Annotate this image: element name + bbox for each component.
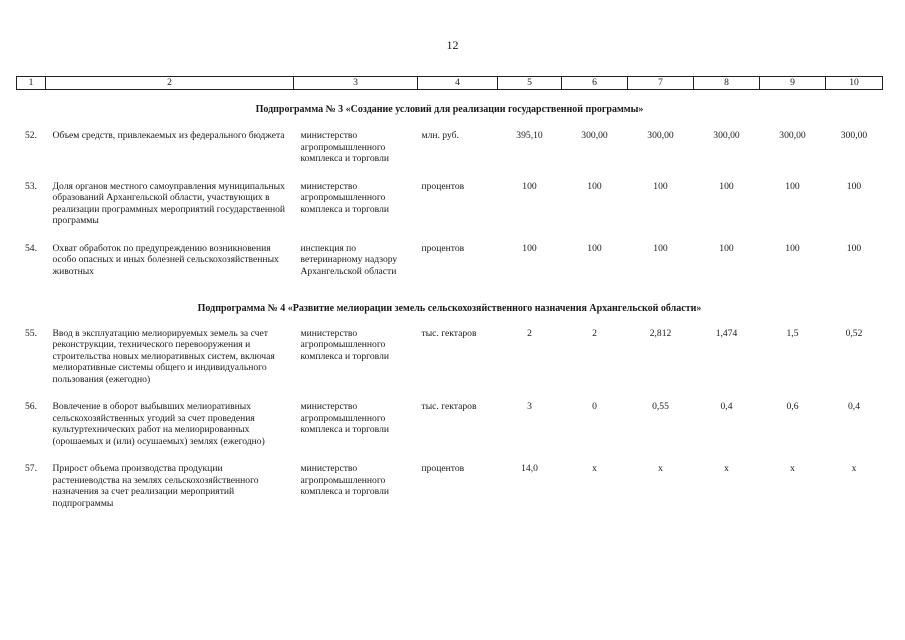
value-cell: 300,00: [779, 130, 806, 141]
header-cell: 10: [826, 77, 883, 90]
unit: процентов: [421, 242, 465, 254]
row-number: 53.: [25, 180, 37, 192]
value-cell: х: [851, 463, 857, 474]
value-cell: 100: [719, 242, 734, 254]
row-number: 52.: [25, 130, 37, 141]
value-cell: 100: [846, 242, 862, 254]
indicator-name: Вовлечение в оборот выбывших мелиоративных сельскохозяйственных угодий за счет проведения культуртехнических работ на мелиорированных (орошаемых и (или) осушаемых) землях (ежегодно): [52, 401, 265, 447]
header-cell: 5: [498, 77, 562, 90]
unit: тыс. гектаров: [421, 327, 477, 339]
value-cell: 100: [846, 180, 862, 192]
value-cell: 100: [587, 180, 602, 192]
value-cell: 0,55: [652, 401, 669, 412]
value-cell: х: [724, 463, 729, 474]
header-cell: 9: [760, 77, 826, 90]
value-cell: 100: [522, 242, 537, 254]
header-cell: 7: [628, 77, 694, 90]
value-cell: 100: [653, 242, 668, 254]
unit: процентов: [421, 463, 465, 474]
value-cell: 1,474: [715, 327, 738, 339]
value-cell: 0,52: [845, 327, 863, 339]
responsible-body: министерство агропромышленного комплекса и торговли: [300, 130, 390, 164]
column-number-header: [17, 77, 883, 90]
value-cell: 0,6: [786, 401, 799, 412]
value-cell: 100: [719, 180, 734, 192]
value-cell: 3: [527, 401, 532, 412]
unit: процентов: [421, 180, 465, 192]
header-cell: 4: [418, 77, 498, 90]
value-cell: 2: [527, 327, 532, 339]
table-row: [17, 128, 883, 179]
unit: млн. руб.: [421, 130, 459, 141]
subprogram-heading: [17, 89, 883, 128]
table-row: [17, 461, 883, 523]
value-cell: 2,812: [649, 327, 672, 339]
value-cell: 0: [592, 401, 597, 412]
table-row: [17, 326, 883, 400]
header-cell: 2: [46, 77, 294, 90]
value-cell: х: [658, 463, 663, 474]
responsible-body: министерство агропромышленного комплекса и торговли: [300, 401, 390, 435]
row-number: 56.: [25, 401, 37, 412]
indicator-name: Прирост объема производства продукции растениеводства на землях сельскохозяйственного назначения за счет реализации мероприятий подпрограммы: [52, 463, 259, 509]
value-cell: 100: [587, 242, 602, 254]
indicator-name: Ввод в эксплуатацию мелиорируемых земель за счет реконструкции, технического перевооружения и строительства новых мелиоративных систем, включая мелиоративные системы общего и индивидуального пользования (ежегодно): [52, 327, 275, 385]
subprogram-heading: [17, 291, 883, 326]
header-cell: 3: [294, 77, 418, 90]
value-cell: 300,00: [581, 130, 608, 141]
value-cell: 0,4: [720, 401, 733, 412]
table-row: [17, 399, 883, 461]
value-cell: 100: [522, 180, 537, 192]
table-row: [17, 241, 883, 292]
value-cell: 300,00: [713, 130, 740, 141]
value-cell: 300,00: [840, 130, 868, 141]
value-cell: х: [790, 463, 795, 474]
unit: тыс. гектаров: [421, 401, 477, 412]
page-number: 12: [446, 38, 459, 52]
subprogram-title: Подпрограмма № 4 «Развитие мелиорации земель сельскохозяйственного назначения Архангельской области»: [197, 303, 702, 314]
indicators-table: [16, 76, 883, 523]
row-number: 54.: [25, 242, 37, 254]
value-cell: 14,0: [521, 463, 538, 474]
responsible-body: министерство агропромышленного комплекса и торговли: [300, 463, 390, 497]
header-cell: 6: [562, 77, 628, 90]
header-cell: 1: [17, 77, 46, 90]
value-cell: 100: [785, 180, 800, 192]
indicator-name: Доля органов местного самоуправления муниципальных образований Архангельской области, участвующих в реализации программных мероприятий государственной программы: [52, 180, 286, 226]
indicator-name: Объем средств, привлекаемых из федерального бюджета: [52, 130, 285, 141]
value-cell: 0,4: [848, 401, 860, 412]
responsible-body: министерство агропромышленного комплекса и торговли: [300, 180, 390, 215]
row-number: 57.: [25, 463, 37, 474]
value-cell: 300,00: [647, 130, 674, 141]
value-cell: х: [592, 463, 597, 474]
value-cell: 100: [653, 180, 668, 192]
row-number: 55.: [25, 327, 37, 339]
value-cell: 1,5: [786, 327, 799, 339]
responsible-body: инспекция по ветеринарному надзору Архангельской области: [300, 242, 398, 277]
indicator-name: Охват обработок по предупреждению возникновения особо опасных и иных болезней сельскохозяйственных животных: [52, 242, 279, 277]
value-cell: 395,10: [516, 130, 543, 141]
value-cell: 2: [592, 327, 597, 339]
value-cell: 100: [785, 242, 800, 254]
table-row: [17, 179, 883, 241]
responsible-body: министерство агропромышленного комплекса и торговли: [300, 327, 390, 362]
subprogram-title: Подпрограмма № 3 «Создание условий для реализации государственной программы»: [255, 103, 644, 115]
header-cell: 8: [694, 77, 760, 90]
